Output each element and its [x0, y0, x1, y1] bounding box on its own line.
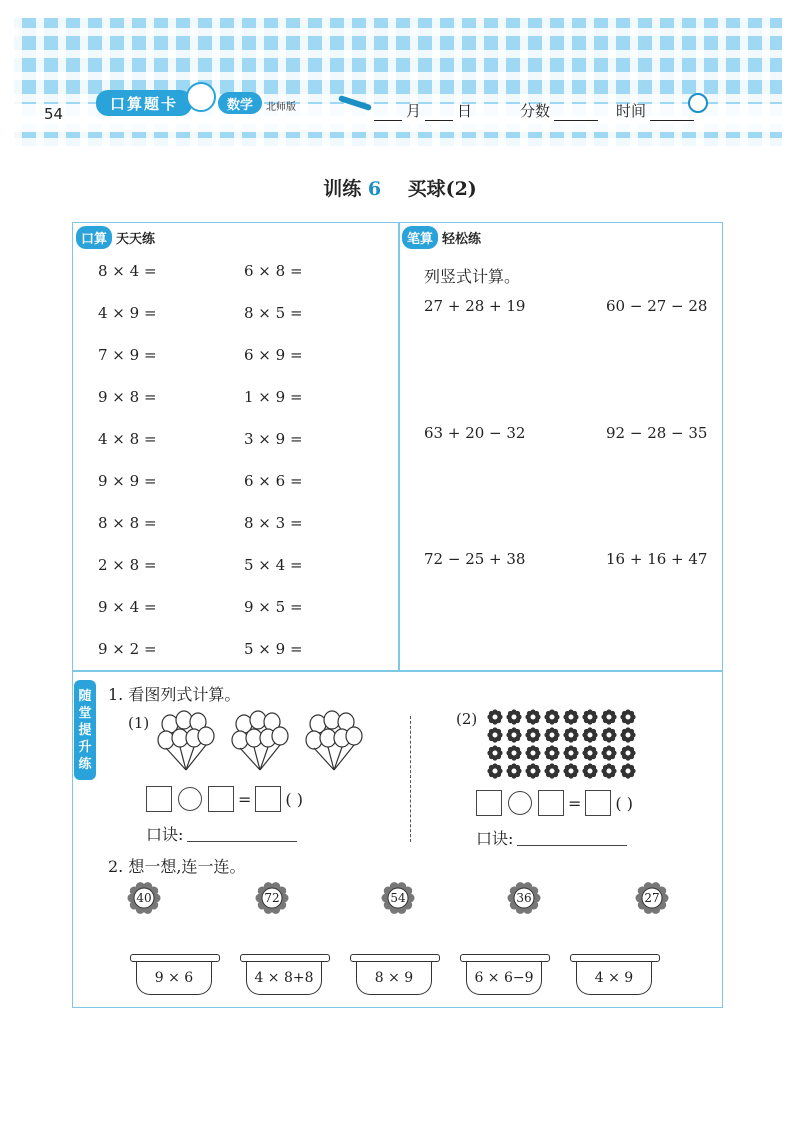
small-flower-icon [525, 727, 540, 742]
oral-badge-a: 口算 [76, 226, 112, 249]
equals-sign: = [568, 793, 582, 813]
oral-eq: 6 × 9 = [244, 346, 303, 364]
answer-box[interactable] [208, 786, 234, 812]
written-badge-a: 笔算 [402, 226, 438, 249]
basket-expression[interactable] [570, 954, 650, 998]
small-flower-icon [620, 745, 635, 760]
small-flower-icon [487, 763, 502, 778]
basket-expression[interactable] [240, 954, 320, 998]
basket-value: 4 × 8+8 [246, 962, 322, 995]
oral-eq: 8 × 8 = [98, 514, 157, 532]
unit-parens: ( ) [285, 789, 303, 809]
flower-value: 54 [390, 891, 406, 905]
small-flower-icon [601, 763, 616, 778]
oral-eq: 1 × 9 = [244, 388, 303, 406]
oral-eq: 3 × 9 = [244, 430, 303, 448]
small-flower-icon [487, 709, 502, 724]
basket-rim [350, 954, 440, 962]
answer-box[interactable] [585, 790, 611, 816]
operator-circle[interactable] [508, 791, 532, 815]
q1-part2-label: (2) [456, 710, 478, 728]
improve-label-char: 随 [78, 688, 92, 704]
written-eq: 72 − 25 + 38 [424, 550, 526, 568]
written-eq: 92 − 28 − 35 [606, 424, 708, 442]
clock-icon [688, 93, 708, 113]
q1-part1-label: (1) [128, 714, 150, 732]
oral-eq: 8 × 5 = [244, 304, 303, 322]
page-number: 54 [44, 105, 64, 123]
basket-expression[interactable] [130, 954, 210, 998]
oral-badge [76, 226, 155, 248]
title-number: 6 [367, 178, 382, 200]
q1-part2-equation [476, 790, 633, 816]
improve-label-char: 提 [78, 722, 92, 738]
score-label: 分数 [520, 102, 551, 120]
answer-box[interactable] [476, 790, 502, 816]
month-label: 月 [406, 102, 422, 120]
oral-eq: 7 × 9 = [98, 346, 157, 364]
improve-badge [74, 680, 96, 780]
flower-value: 72 [264, 891, 280, 905]
small-flower-icon [582, 709, 597, 724]
small-flower-icon [544, 727, 559, 742]
score-blank[interactable] [554, 106, 598, 121]
mascot-icon [186, 82, 216, 112]
small-flower-icon [525, 709, 540, 724]
improve-label-char: 堂 [78, 705, 92, 721]
q1-part1-rhyme [146, 822, 297, 845]
small-flower-icon [544, 709, 559, 724]
oral-eq: 5 × 4 = [244, 556, 303, 574]
oral-eq: 8 × 3 = [244, 514, 303, 532]
oral-eq: 9 × 4 = [98, 598, 157, 616]
oral-badge-b: 天天练 [116, 231, 156, 247]
book-logo: 口算题卡 [96, 90, 192, 116]
title-prefix: 训练 [323, 178, 362, 200]
basket-rim [460, 954, 550, 962]
flower-number[interactable] [634, 880, 670, 916]
answer-box[interactable] [538, 790, 564, 816]
basket-value: 8 × 9 [356, 962, 432, 995]
balloon-bunch [232, 711, 288, 770]
question-1: 1. 看图列式计算。 [108, 685, 241, 704]
small-flower-icon [601, 727, 616, 742]
oral-eq: 9 × 9 = [98, 472, 157, 490]
oral-eq: 6 × 6 = [244, 472, 303, 490]
day-blank[interactable] [425, 106, 453, 121]
lesson-title [0, 174, 800, 201]
small-flower-icon [563, 709, 578, 724]
small-flower-icon [620, 709, 635, 724]
small-flower-icon [544, 745, 559, 760]
basket-value: 6 × 6−9 [466, 962, 542, 995]
flower-value: 27 [644, 891, 660, 905]
written-eq: 16 + 16 + 47 [606, 550, 708, 568]
small-flower-icon [544, 763, 559, 778]
oral-eq: 9 × 8 = [98, 388, 157, 406]
oral-eq: 4 × 8 = [98, 430, 157, 448]
basket-rim [570, 954, 660, 962]
header-fields [374, 100, 694, 121]
subject-badge: 数学 [218, 92, 262, 114]
time-label: 时间 [616, 102, 647, 120]
q1-part2-rhyme [476, 826, 627, 849]
written-instruction: 列竖式计算。 [424, 267, 521, 286]
written-eq: 63 + 20 − 32 [424, 424, 526, 442]
written-badge-b: 轻松练 [442, 231, 482, 247]
small-flower-icon [601, 745, 616, 760]
time-blank[interactable] [650, 106, 694, 121]
small-flower-icon [563, 727, 578, 742]
small-flower-icon [582, 727, 597, 742]
oral-eq: 6 × 8 = [244, 262, 303, 280]
rhyme-label: 口诀: [476, 829, 514, 848]
improve-label-char: 升 [78, 739, 92, 755]
written-badge [402, 226, 481, 248]
basket-expression[interactable] [460, 954, 540, 998]
written-eq: 60 − 27 − 28 [606, 297, 708, 315]
rhyme-label: 口诀: [146, 825, 184, 844]
edition-label: 北师版 [266, 102, 296, 113]
small-flower-icon [582, 763, 597, 778]
question-2: 2. 想一想,连一连。 [108, 857, 246, 876]
flower-value: 36 [516, 891, 532, 905]
flower-grid [486, 708, 646, 780]
small-flower-icon [582, 745, 597, 760]
flower-value: 40 [136, 891, 152, 905]
answer-box[interactable] [146, 786, 172, 812]
oral-eq: 8 × 4 = [98, 262, 157, 280]
rhyme-blank[interactable] [187, 825, 297, 842]
page-header [14, 18, 782, 146]
basket-expression[interactable] [350, 954, 430, 998]
small-flower-icon [601, 709, 616, 724]
small-flower-icon [487, 727, 502, 742]
flower-number[interactable] [254, 880, 290, 916]
written-eq: 27 + 28 + 19 [424, 297, 526, 315]
basket-rim [130, 954, 220, 962]
small-flower-icon [620, 727, 635, 742]
written-section [398, 222, 723, 672]
small-flower-icon [563, 745, 578, 760]
month-blank[interactable] [374, 106, 402, 121]
small-flower-icon [506, 727, 521, 742]
oral-eq: 9 × 5 = [244, 598, 303, 616]
basket-value: 9 × 6 [136, 962, 212, 995]
day-label: 日 [457, 102, 473, 120]
balloon-bunch [306, 711, 362, 770]
flower-number[interactable] [380, 880, 416, 916]
small-flower-icon [525, 745, 540, 760]
small-flower-icon [563, 763, 578, 778]
small-flower-icon [620, 763, 635, 778]
answer-box[interactable] [255, 786, 281, 812]
rhyme-blank[interactable] [517, 829, 627, 846]
operator-circle[interactable] [178, 787, 202, 811]
balloon-bunches [156, 710, 376, 778]
small-flower-icon [487, 745, 502, 760]
small-flower-icon [506, 745, 521, 760]
oral-eq: 2 × 8 = [98, 556, 157, 574]
small-flower-icon [525, 763, 540, 778]
small-flower-icon [506, 709, 521, 724]
title-name: 买球(2) [407, 178, 477, 200]
oral-eq: 9 × 2 = [98, 640, 157, 658]
equals-sign: = [238, 789, 252, 809]
basket-value: 4 × 9 [576, 962, 652, 995]
flower-number[interactable] [126, 880, 162, 916]
q1-part1-equation [146, 786, 303, 812]
improve-label-char: 练 [78, 756, 92, 772]
divider [410, 716, 411, 842]
oral-eq: 4 × 9 = [98, 304, 157, 322]
balloon-bunch [158, 711, 214, 770]
oral-eq: 5 × 9 = [244, 640, 303, 658]
flower-number[interactable] [506, 880, 542, 916]
basket-rim [240, 954, 330, 962]
small-flower-icon [506, 763, 521, 778]
unit-parens: ( ) [615, 793, 633, 813]
